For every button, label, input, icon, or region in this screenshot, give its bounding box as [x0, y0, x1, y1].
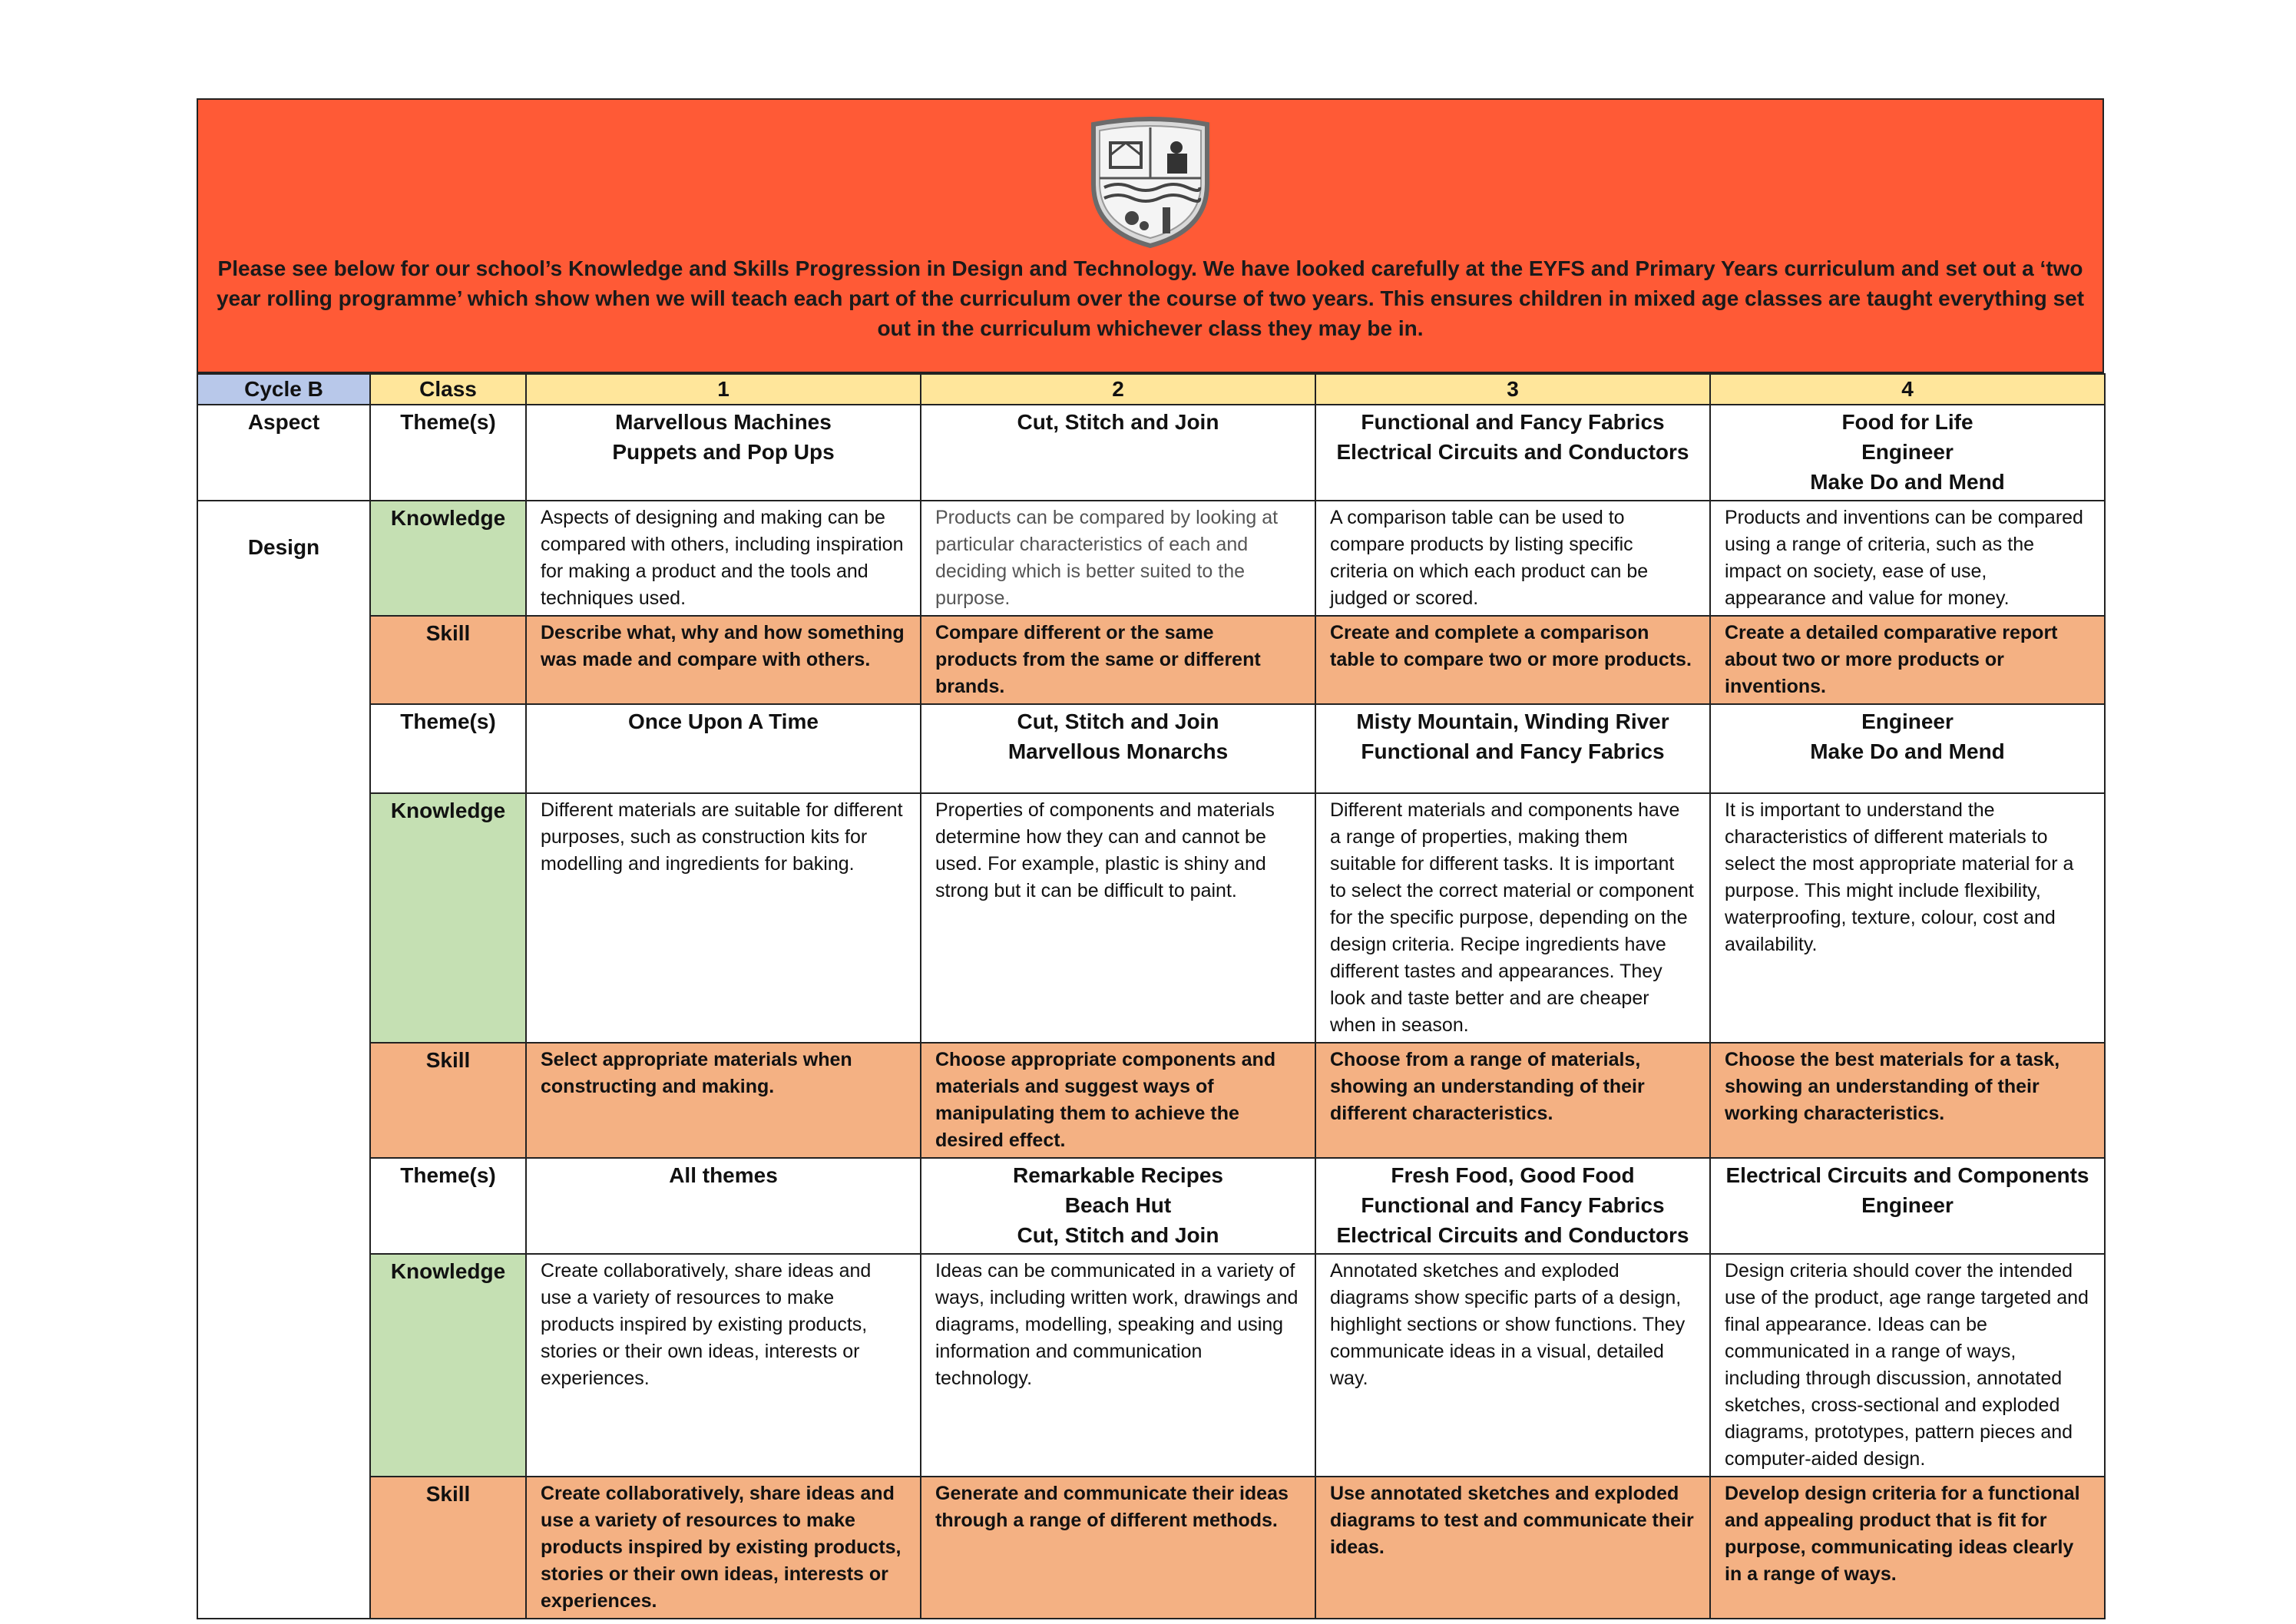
skill-cell: Create and complete a comparison table to compare two or more products.	[1315, 616, 1710, 704]
cycle-header: Cycle B	[197, 374, 370, 405]
theme-cell	[1710, 405, 2105, 501]
skill-cell: Create collaboratively, share ideas and use a variety of resources to make products inspired by existing products, stories or their own ideas, interests or experiences.	[526, 1477, 921, 1619]
theme-cell	[1710, 1158, 2105, 1254]
knowledge-cell: Properties of components and materials determine how they can and cannot be used. For example, plastic is shiny and strong but it can be difficult to paint.	[921, 793, 1315, 1043]
knowledge-row	[197, 1254, 2105, 1477]
knowledge-label: Knowledge	[370, 501, 526, 616]
header-row	[197, 374, 2105, 405]
knowledge-cell: Products and inventions can be compared using a range of criteria, such as the impact on society, ease of use, appearance and value for money.	[1710, 501, 2105, 616]
knowledge-cell: Aspects of designing and making can be compared with others, including inspiration for making a product and the tools and techniques used.	[526, 501, 921, 616]
class-4-header: 4	[1710, 374, 2105, 405]
theme-cell	[921, 405, 1315, 501]
knowledge-cell: Create collaboratively, share ideas and use a variety of resources to make products inspired by existing products, stories or their own ideas, interests or experiences.	[526, 1254, 921, 1477]
knowledge-cell: Different materials and components have a range of properties, making them suitable for different tasks. It is important to select the correct material or component for the specific purpose, depending on the design criteria. Recipe ingredients have different tastes and appearances. They look and taste better and are cheaper when in season.	[1315, 793, 1710, 1043]
theme-label: Theme(s)	[370, 704, 526, 793]
skill-cell: Choose appropriate components and materials and suggest ways of manipulating them to achieve the desired effect.	[921, 1043, 1315, 1158]
knowledge-cell: A comparison table can be used to compare products by listing specific criteria on which each product can be judged or scored.	[1315, 501, 1710, 616]
theme-line: Misty Mountain, Winding River	[1356, 709, 1669, 733]
theme-line: Remarkable Recipes	[1013, 1163, 1223, 1187]
class-2-header: 2	[921, 374, 1315, 405]
theme-row	[197, 405, 2105, 501]
skill-cell: Generate and communicate their ideas through a range of different methods.	[921, 1477, 1315, 1619]
skill-cell: Develop design criteria for a functional and appealing product that is fit for purpose, communicating ideas clearly in a range of ways.	[1710, 1477, 2105, 1619]
theme-line: Electrical Circuits and Conductors	[1336, 1223, 1689, 1247]
knowledge-cell: Different materials are suitable for different purposes, such as construction kits for modelling and ingredients for baking.	[526, 793, 921, 1043]
theme-line: Make Do and Mend	[1810, 739, 2005, 763]
theme-cell	[526, 405, 921, 501]
theme-line: Functional and Fancy Fabrics	[1361, 1193, 1665, 1217]
knowledge-cell: Design criteria should cover the intended use of the product, age range targeted and final appearance. Ideas can be communicated in a range of ways, including through discussion, annotated sketches, cross-sectional and exploded diagrams, prototypes, pattern pieces and computer-aided design.	[1710, 1254, 2105, 1477]
document	[197, 98, 2104, 1619]
design-aspect-label: Design	[197, 501, 370, 1619]
knowledge-cell: It is important to understand the characteristics of different materials to select the most appropriate material for a purpose. This might include flexibility, waterproofing, texture, colour, cost and availability.	[1710, 793, 2105, 1043]
skill-cell: Choose the best materials for a task, showing an understanding of their working characteristics.	[1710, 1043, 2105, 1158]
theme-row	[197, 704, 2105, 793]
theme-line: All themes	[669, 1163, 778, 1187]
theme-line: Fresh Food, Good Food	[1391, 1163, 1635, 1187]
theme-line: Functional and Fancy Fabrics	[1361, 739, 1665, 763]
skill-label: Skill	[370, 1043, 526, 1158]
theme-line: Marvellous Machines	[615, 410, 832, 434]
knowledge-label: Knowledge	[370, 793, 526, 1043]
skill-row	[197, 1043, 2105, 1158]
skill-label: Skill	[370, 616, 526, 704]
skill-cell: Select appropriate materials when constructing and making.	[526, 1043, 921, 1158]
theme-cell	[1315, 405, 1710, 501]
skill-cell: Use annotated sketches and exploded diagrams to test and communicate their ideas.	[1315, 1477, 1710, 1619]
aspect-label: Aspect	[197, 405, 370, 501]
theme-line: Engineer	[1861, 1193, 1954, 1217]
theme-label: Theme(s)	[370, 1158, 526, 1254]
progression-table	[197, 373, 2106, 1619]
knowledge-row	[197, 793, 2105, 1043]
theme-cell	[526, 704, 921, 793]
school-crest-logo	[1087, 117, 1213, 249]
class-1-header: 1	[526, 374, 921, 405]
theme-cell	[921, 1158, 1315, 1254]
knowledge-cell: Ideas can be communicated in a variety of ways, including written work, drawings and diagrams, modelling, speaking and using information and communication technology.	[921, 1254, 1315, 1477]
class-3-header: 3	[1315, 374, 1710, 405]
theme-row	[197, 1158, 2105, 1254]
theme-line: Make Do and Mend	[1810, 470, 2005, 494]
skill-cell: Create a detailed comparative report about two or more products or inventions.	[1710, 616, 2105, 704]
theme-line: Engineer	[1861, 709, 1954, 733]
theme-cell	[1710, 704, 2105, 793]
skill-cell: Choose from a range of materials, showing an understanding of their different characteristics.	[1315, 1043, 1710, 1158]
skill-row	[197, 616, 2105, 704]
class-header: Class	[370, 374, 526, 405]
theme-line: Puppets and Pop Ups	[612, 440, 835, 464]
theme-cell	[1315, 1158, 1710, 1254]
knowledge-row	[197, 501, 2105, 616]
theme-cell	[921, 704, 1315, 793]
intro-text: Please see below for our school’s Knowledge and Skills Progression in Design and Technology. We have looked carefully at the EYFS and Primary Years curriculum and set out a ‘two year rolling programme’ which show when we will teach each part of the curriculum over the course of two years. This ensures children in mixed age classes are taught everything set out in the curriculum whichever class they may be in.	[216, 256, 2085, 340]
skill-cell: Compare different or the same products from the same or different brands.	[921, 616, 1315, 704]
theme-line: Beach Hut	[1064, 1193, 1172, 1217]
theme-line: Electrical Circuits and Conductors	[1336, 440, 1689, 464]
theme-line: Once Upon A Time	[628, 709, 819, 733]
theme-line: Cut, Stitch and Join	[1017, 410, 1219, 434]
theme-line: Engineer	[1861, 440, 1954, 464]
theme-line: Marvellous Monarchs	[1007, 739, 1229, 763]
header-banner	[197, 98, 2104, 373]
theme-line: Food for Life	[1841, 410, 1973, 434]
theme-line: Electrical Circuits and Components	[1725, 1163, 2089, 1187]
theme-cell	[1315, 704, 1710, 793]
skill-label: Skill	[370, 1477, 526, 1619]
theme-label: Theme(s)	[370, 405, 526, 501]
knowledge-cell: Products can be compared by looking at particular characteristics of each and deciding which is better suited to the purpose.	[921, 501, 1315, 616]
theme-line: Cut, Stitch and Join	[1017, 1223, 1219, 1247]
knowledge-cell: Annotated sketches and exploded diagrams show specific parts of a design, highlight sections or show functions. They communicate ideas in a visual, detailed way.	[1315, 1254, 1710, 1477]
theme-line: Cut, Stitch and Join	[1017, 709, 1219, 733]
knowledge-label: Knowledge	[370, 1254, 526, 1477]
theme-line: Functional and Fancy Fabrics	[1361, 410, 1665, 434]
skill-row	[197, 1477, 2105, 1619]
theme-cell	[526, 1158, 921, 1254]
skill-cell: Describe what, why and how something was made and compare with others.	[526, 616, 921, 704]
